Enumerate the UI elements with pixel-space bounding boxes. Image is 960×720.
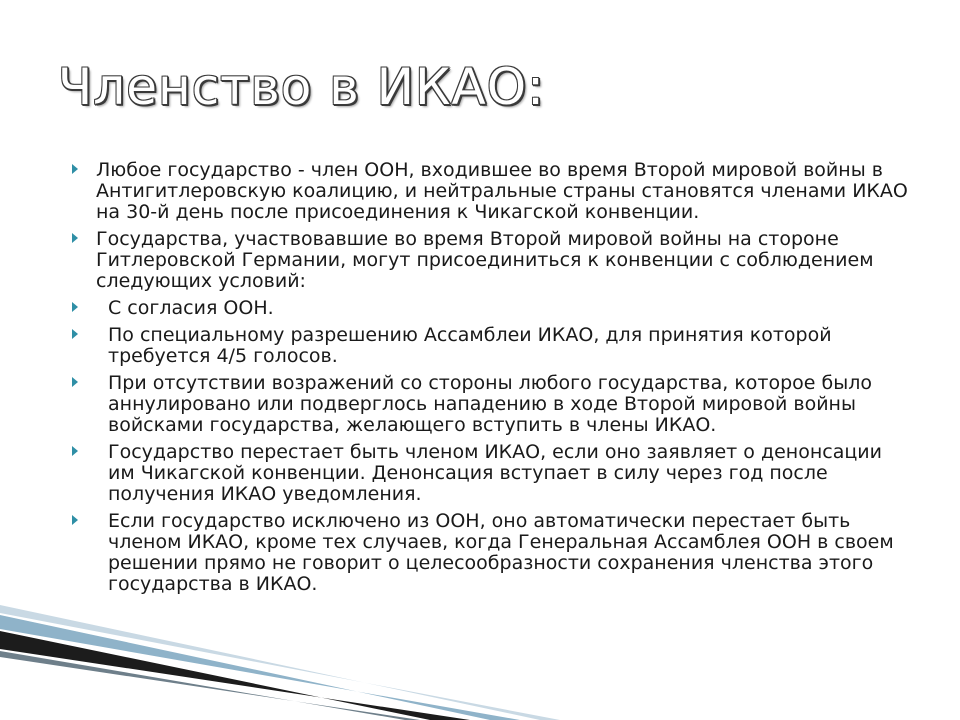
list-item [70,325,910,367]
slide-title: Членство в ИКАО: [58,58,545,116]
bullet-text: Если государство исключено из ООН, оно автоматически перестает быть членом ИКАО, кроме тех случаев, когда Генеральная Ассамблея ООН в своем решении прямо не говорит о целесообразности сохранения членства этого государства в ИКАО. [108,510,894,595]
list-item [70,373,910,436]
stripe-white-gap [0,659,395,720]
list-item [70,442,910,505]
arrow-right-icon [72,515,78,525]
decorative-stripes [0,585,560,720]
bullet-text: С согласия ООН. [108,297,274,319]
arrow-right-icon [72,377,78,387]
list-item [70,298,910,319]
bullet-list [70,160,910,601]
list-item [70,229,910,292]
bullet-text: Любое государство - член ООН, входившее во время Второй мировой войны в Антигитлеровскую коалицию, и нейтральные страны становятся членами ИКАО на 30-й день после присоединения к Чикагской конвенции. [96,159,908,223]
arrow-right-icon [72,164,78,174]
arrow-right-icon [72,233,78,243]
bullet-text: Государство перестает быть членом ИКАО, если оно заявляет о денонсации им Чикагской конвенции. Денонсация вступает в силу через год после получения ИКАО уведомления. [108,441,882,505]
arrow-right-icon [72,302,78,312]
list-item [70,160,910,223]
bullet-text: Государства, участвовавшие во время Второй мировой войны на стороне Гитлеровской Германии, могут присоединиться к конвенции с соблюдением следующих условий: [96,228,874,292]
bullet-text: По специальному разрешению Ассамблеи ИКАО, для принятия которой требуется 4/5 голосов. [108,324,832,367]
bullet-text: При отсутствии возражений со стороны любого государства, которое было аннулировано или подверглось нападению в ходе Второй мировой войны войсками государства, желающего вступить в члены ИКАО. [108,372,873,436]
arrow-right-icon [72,446,78,456]
arrow-right-icon [72,329,78,339]
list-item [70,511,910,595]
